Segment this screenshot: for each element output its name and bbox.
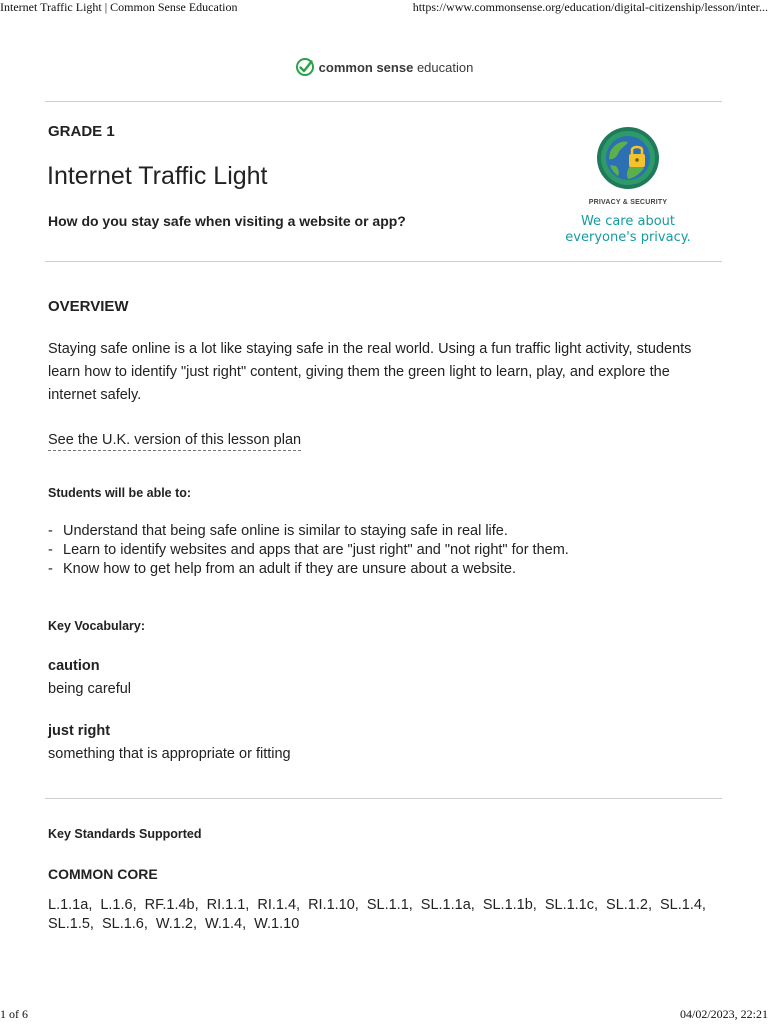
logo-wordmark xyxy=(319,60,474,75)
essential-question: How do you stay safe when visiting a website or app? xyxy=(48,213,406,229)
objective-text: Learn to identify websites and apps that are "just right" and "not right" for them. xyxy=(63,542,569,558)
print-url: https://www.commonsense.org/education/digital-citizenship/lesson/inter... xyxy=(412,0,768,14)
standard-code: SL.1.5, xyxy=(48,916,94,932)
vocabulary-heading: Key Vocabulary: xyxy=(48,619,146,633)
objectives-list xyxy=(48,522,569,579)
badge-tagline-line-1: We care about xyxy=(580,214,676,229)
list-item xyxy=(48,522,569,541)
standard-code: W.1.4, xyxy=(205,916,247,932)
list-item xyxy=(48,560,569,579)
standard-code: W.1.2, xyxy=(155,916,198,932)
common-sense-logo[interactable] xyxy=(295,57,474,77)
print-page-title: Internet Traffic Light | Common Sense Education xyxy=(0,0,238,14)
standard-code: RI.1.10, xyxy=(308,897,359,913)
list-bullet: - xyxy=(48,542,53,558)
objectives-heading: Students will be able to: xyxy=(48,486,192,500)
standard-code: SL.1.1, xyxy=(366,897,413,913)
objective-text: Understand that being safe online is similar to staying safe in real life. xyxy=(63,523,508,539)
standard-code: L.1.1a, xyxy=(48,897,93,913)
logo-text-bold: common sense xyxy=(318,59,414,75)
vocabulary-term: caution xyxy=(48,658,100,674)
uk-version-link[interactable]: See the U.K. version of this lesson plan xyxy=(48,432,301,451)
badge-tagline-line-2: everyone's privacy. xyxy=(565,230,691,245)
divider xyxy=(45,261,722,262)
logo-text-light: education xyxy=(413,59,474,75)
grade-label: GRADE 1 xyxy=(48,123,115,140)
badge-tagline xyxy=(560,214,696,246)
standard-code: SL.1.4, xyxy=(659,897,706,913)
standard-code: W.1.10 xyxy=(254,916,300,932)
standard-code: SL.1.6, xyxy=(101,916,148,932)
standard-code: RI.1.1, xyxy=(206,897,250,913)
common-core-heading: COMMON CORE xyxy=(48,866,158,882)
vocabulary-definition: something that is appropriate or fitting xyxy=(48,746,291,762)
standards-list xyxy=(48,896,728,934)
print-header xyxy=(0,0,768,18)
standard-code: RF.1.4b, xyxy=(144,897,199,913)
overview-text: Staying safe online is a lot like staying safe in the real world. Using a fun traffic light activity, students learn how to identify "just right" content, giving them the green light to learn, play, and explore the internet safely. xyxy=(48,341,692,403)
checkmark-circle-icon xyxy=(295,57,315,77)
objective-text: Know how to get help from an adult if they are unsure about a website. xyxy=(63,561,516,577)
print-footer xyxy=(0,1006,768,1024)
site-header xyxy=(0,56,768,78)
print-date: 04/02/2023, 22:21 xyxy=(679,1007,768,1021)
badge-label: PRIVACY & SECURITY xyxy=(588,199,668,206)
vocabulary-term: just right xyxy=(48,723,111,739)
list-bullet: - xyxy=(48,523,53,539)
overview-heading: OVERVIEW xyxy=(48,298,129,315)
globe-lock-icon xyxy=(596,126,660,190)
standard-code: SL.1.1a, xyxy=(420,897,475,913)
list-bullet: - xyxy=(48,561,53,577)
standard-code: SL.1.1b, xyxy=(482,897,537,913)
divider xyxy=(45,798,722,799)
standard-code: RI.1.4, xyxy=(257,897,301,913)
standard-code: L.1.6, xyxy=(100,897,137,913)
vocabulary-definition: being careful xyxy=(48,681,132,697)
divider xyxy=(45,101,722,102)
lesson-title: Internet Traffic Light xyxy=(47,162,268,190)
standards-heading: Key Standards Supported xyxy=(48,827,202,841)
standard-code: SL.1.2, xyxy=(606,897,652,913)
page-count: 1 of 6 xyxy=(0,1007,28,1021)
standard-code: SL.1.1c, xyxy=(544,897,599,913)
list-item xyxy=(48,541,569,560)
